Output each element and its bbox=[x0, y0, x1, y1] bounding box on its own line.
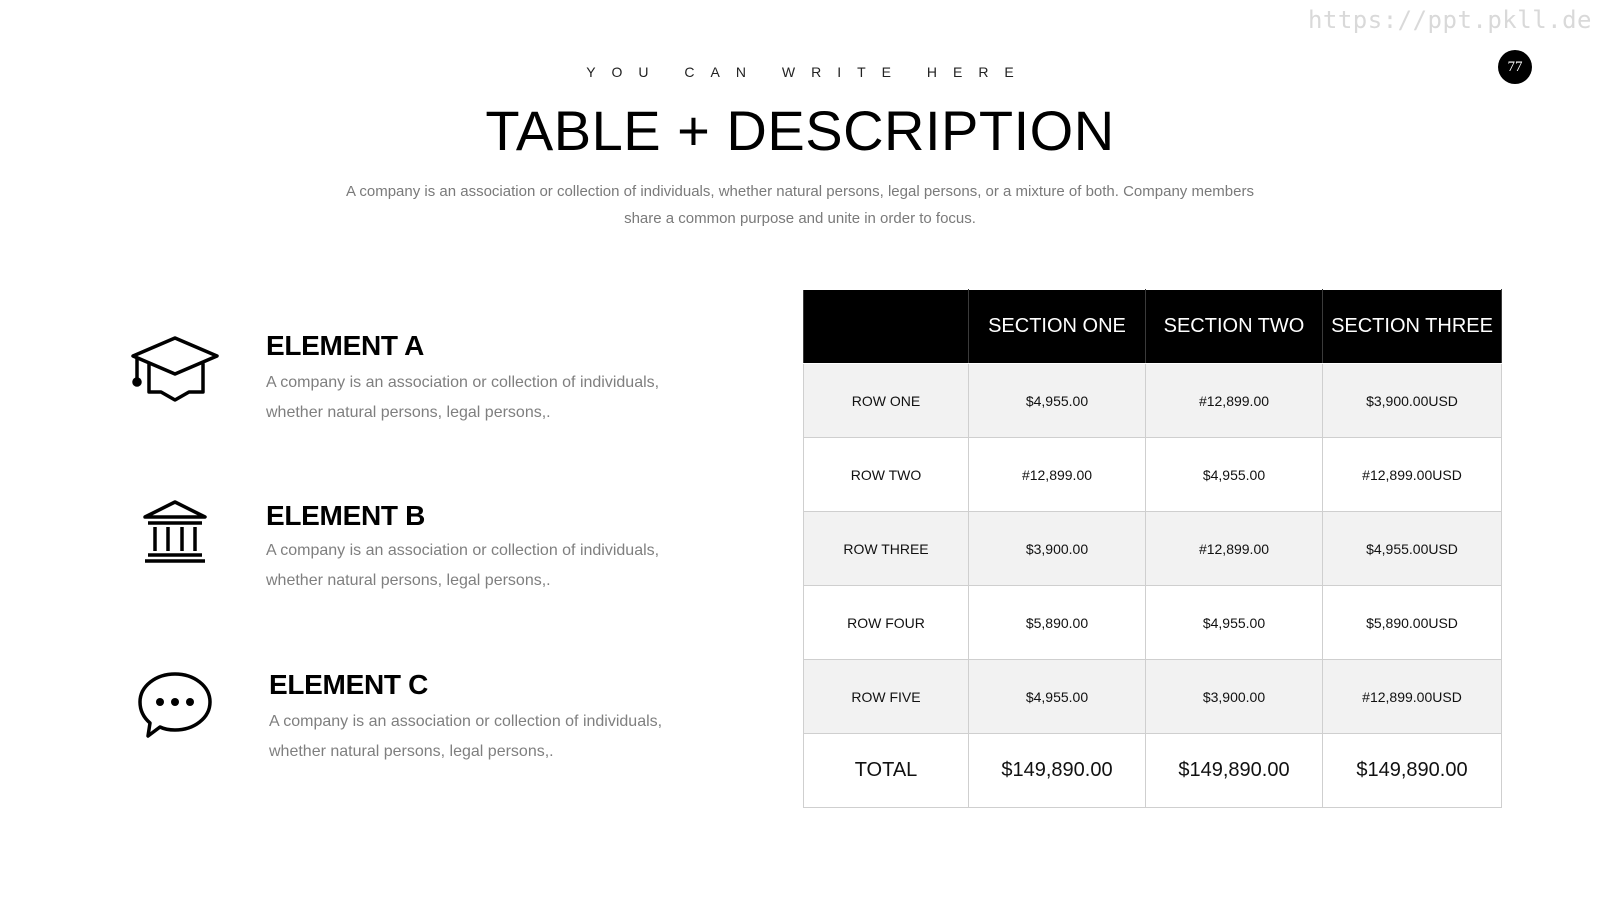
element-heading: ELEMENT B bbox=[266, 500, 426, 531]
table-cell: #12,899.00USD bbox=[1323, 660, 1502, 734]
bank-building-icon bbox=[125, 492, 225, 572]
table-row bbox=[804, 586, 1502, 660]
page-number-badge: 77 bbox=[1498, 50, 1532, 84]
table-cell: #12,899.00 bbox=[969, 438, 1146, 512]
description-line: whether natural persons, legal persons,. bbox=[266, 572, 551, 589]
element-description bbox=[266, 536, 706, 596]
table-cell: #12,899.00 bbox=[1146, 364, 1323, 438]
row-label-cell: ROW FIVE bbox=[804, 660, 969, 734]
page-title: TABLE + DESCRIPTION bbox=[485, 99, 1115, 162]
row-label-cell: ROW THREE bbox=[804, 512, 969, 586]
table-row bbox=[804, 660, 1502, 734]
table-cell: #12,899.00USD bbox=[1323, 438, 1502, 512]
table-header-cell: SECTION TWO bbox=[1146, 290, 1323, 364]
kicker-text: YOU CAN WRITE HERE bbox=[586, 64, 1030, 80]
table-cell: $3,900.00 bbox=[1146, 660, 1323, 734]
data-table bbox=[803, 289, 1502, 808]
table-row bbox=[804, 512, 1502, 586]
table-cell: $4,955.00 bbox=[969, 660, 1146, 734]
description-line: A company is an association or collection of individuals, bbox=[266, 542, 660, 559]
table-cell: $5,890.00 bbox=[969, 586, 1146, 660]
element-c bbox=[120, 669, 720, 779]
page-subtitle bbox=[335, 178, 1265, 232]
table-row bbox=[804, 438, 1502, 512]
total-cell: $149,890.00 bbox=[1146, 734, 1323, 808]
element-heading: ELEMENT A bbox=[266, 330, 425, 361]
table-cell: $4,955.00 bbox=[969, 364, 1146, 438]
table-cell: $4,955.00 bbox=[1146, 586, 1323, 660]
description-line: whether natural persons, legal persons,. bbox=[266, 404, 551, 421]
description-line: whether natural persons, legal persons,. bbox=[269, 743, 554, 760]
row-label-cell: ROW TWO bbox=[804, 438, 969, 512]
graduation-cap-icon bbox=[125, 328, 225, 408]
total-cell: $149,890.00 bbox=[1323, 734, 1502, 808]
table-cell: $3,900.00 bbox=[969, 512, 1146, 586]
table-cell: $4,955.00 bbox=[1146, 438, 1323, 512]
description-line: A company is an association or collection of individuals, bbox=[266, 374, 660, 391]
table-header-cell: SECTION ONE bbox=[969, 290, 1146, 364]
table-total-row bbox=[804, 734, 1502, 808]
table-header-cell: SECTION THREE bbox=[1323, 290, 1502, 364]
element-description bbox=[269, 707, 709, 767]
watermark-url: https://ppt.pkll.de bbox=[1307, 6, 1592, 34]
element-heading: ELEMENT C bbox=[269, 669, 429, 700]
element-description bbox=[266, 368, 706, 428]
table-header-cell-empty bbox=[804, 290, 969, 364]
description-line: A company is an association or collection of individuals, bbox=[269, 713, 663, 730]
table-cell: #12,899.00 bbox=[1146, 512, 1323, 586]
subtitle-line: A company is an association or collection of individuals, whether natural persons, legal persons, or a mixture of both. Company members bbox=[346, 183, 1254, 200]
element-b bbox=[120, 498, 720, 608]
table-row bbox=[804, 364, 1502, 438]
table-cell: $4,955.00USD bbox=[1323, 512, 1502, 586]
subtitle-line: share a common purpose and unite in order to focus. bbox=[624, 210, 976, 227]
table-header-row bbox=[804, 290, 1502, 364]
table-cell: $3,900.00USD bbox=[1323, 364, 1502, 438]
table-cell: $5,890.00USD bbox=[1323, 586, 1502, 660]
row-label-cell: ROW FOUR bbox=[804, 586, 969, 660]
total-cell: $149,890.00 bbox=[969, 734, 1146, 808]
row-label-cell: ROW ONE bbox=[804, 364, 969, 438]
chat-bubble-icon bbox=[125, 665, 225, 745]
total-label-cell: TOTAL bbox=[804, 734, 969, 808]
element-a bbox=[120, 328, 720, 438]
